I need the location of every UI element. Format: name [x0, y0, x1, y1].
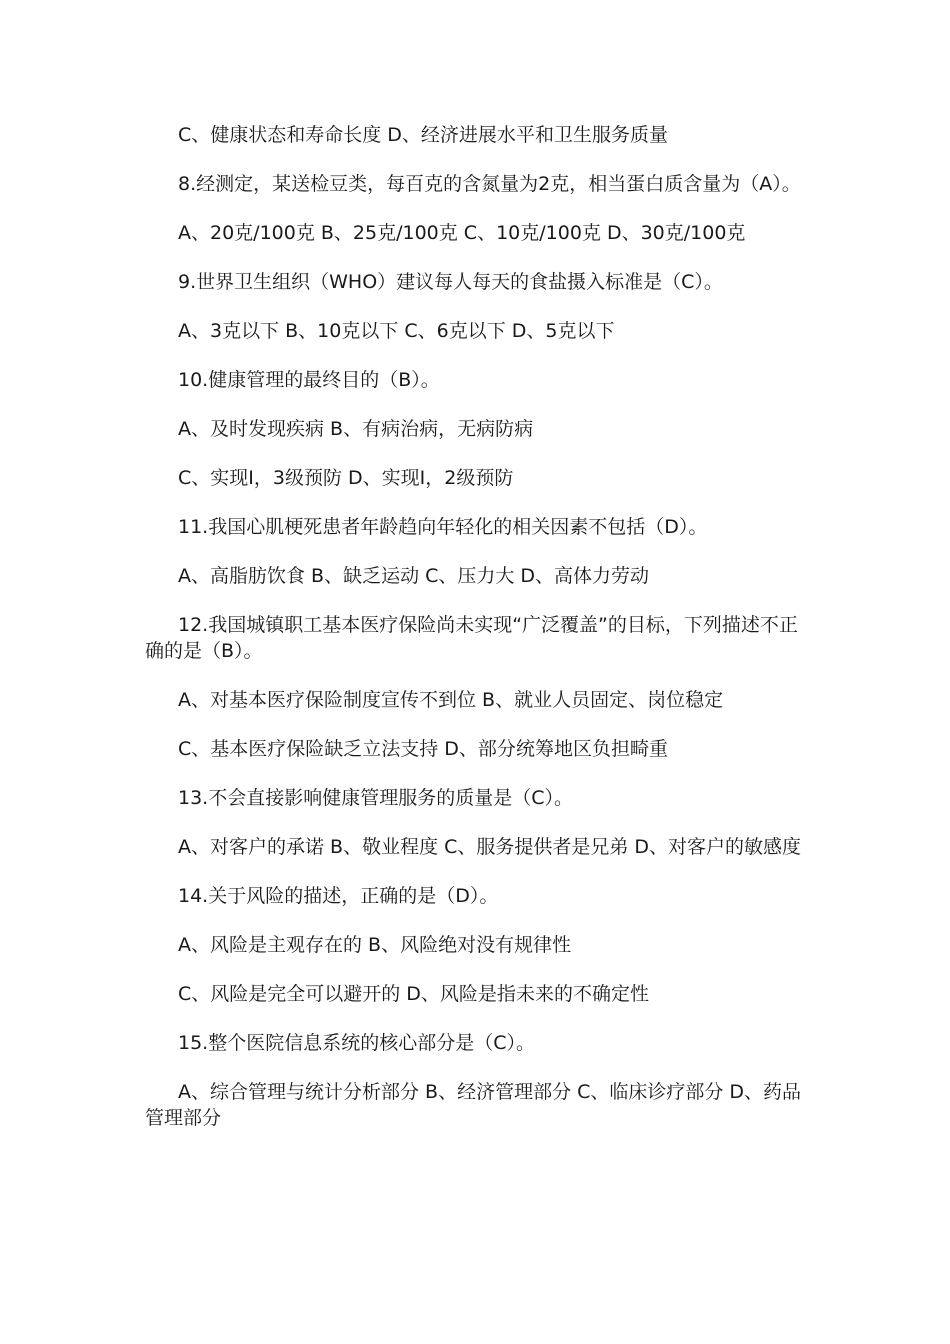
answer-options-q15: A、综合管理与统计分析部分 B、经济管理部分 C、临床诊疗部分 D、药品管理部分	[145, 1081, 802, 1129]
answer-options-q12-ab: A、对基本医疗保险制度宣传不到位 B、就业人员固定、岗位稳定	[178, 689, 724, 711]
question-14: 14.关于风险的描述，正确的是（D）。	[178, 885, 499, 907]
answer-options-q10-ab: A、及时发现疾病 B、有病治病，无病防病	[178, 418, 534, 440]
answer-options-q7-cd: C、健康状态和寿命长度 D、经济进展水平和卫生服务质量	[178, 124, 668, 146]
question-9: 9.世界卫生组织（WHO）建议每人每天的食盐摄入标准是（C）。	[178, 271, 723, 293]
question-11: 11.我国心肌梗死患者年龄趋向年轻化的相关因素不包括（D）。	[178, 516, 708, 538]
answer-options-q10-cd: C、实现Ⅰ，3级预防 D、实现Ⅰ，2级预防	[178, 467, 514, 489]
answer-options-q9: A、3克以下 B、10克以下 C、6克以下 D、5克以下	[178, 320, 615, 342]
question-10: 10.健康管理的最终目的（B）。	[178, 369, 440, 391]
answer-options-q12-cd: C、基本医疗保险缺乏立法支持 D、部分统筹地区负担畸重	[178, 738, 668, 760]
answer-options-q13: A、对客户的承诺 B、敬业程度 C、服务提供者是兄弟 D、对客户的敏感度	[178, 836, 802, 858]
answer-options-q11: A、高脂肪饮食 B、缺乏运动 C、压力大 D、高体力劳动	[178, 565, 650, 587]
answer-options-q14-ab: A、风险是主观存在的 B、风险绝对没有规律性	[178, 934, 572, 956]
question-15: 15.整个医院信息系统的核心部分是（C）。	[178, 1032, 535, 1054]
question-13: 13.不会直接影响健康管理服务的质量是（C）。	[178, 787, 573, 809]
answer-options-q8: A、20克/100克 B、25克/100克 C、10克/100克 D、30克/100克	[178, 222, 746, 244]
document-body	[145, 122, 810, 1154]
question-8: 8.经测定，某送检豆类，每百克的含氮量为2克，相当蛋白质含量为（A）。	[178, 173, 801, 195]
answer-options-q14-cd: C、风险是完全可以避开的 D、风险是指未来的不确定性	[178, 983, 649, 1005]
question-12: 12.我国城镇职工基本医疗保险尚未实现“广泛覆盖”的目标，下列描述不正确的是（B）。	[145, 614, 798, 662]
